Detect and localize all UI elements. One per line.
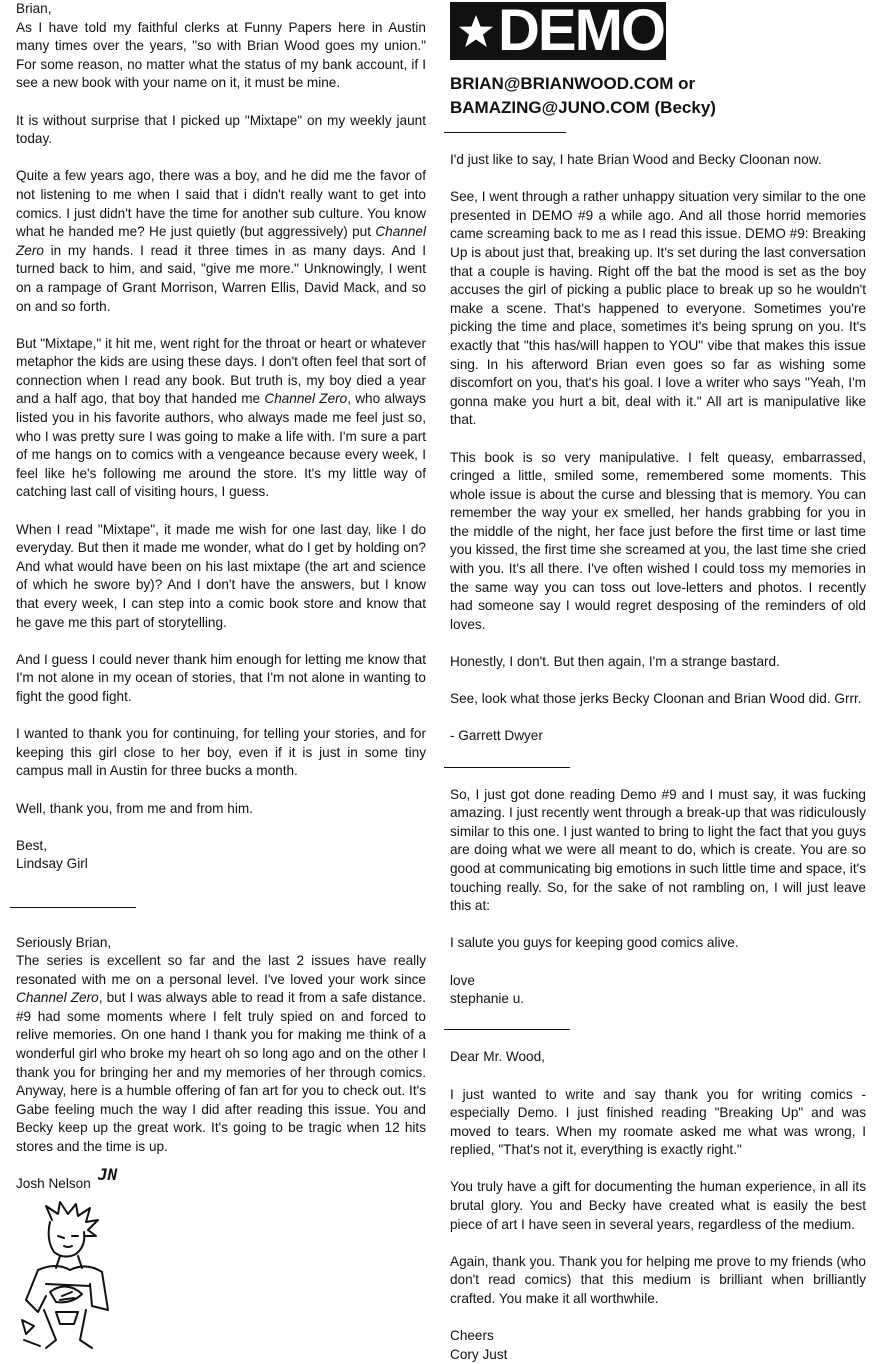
right-column (450, 0, 866, 1364)
letter2-salutation: Seriously Brian, (16, 934, 112, 950)
letter4-paragraph: I salute you guys for keeping good comics alive. (450, 935, 739, 951)
contact-email: BAMAZING@JUNO.COM (Becky) (450, 98, 716, 117)
letter5-closing: Cheers (450, 1328, 494, 1344)
left-column (16, 0, 426, 1355)
star-icon (458, 13, 494, 49)
letter1-paragraph: It is without surprise that I picked up "Mixtape" on my weekly jaunt today. (16, 112, 426, 147)
letter1-signature: Lindsay Girl (16, 856, 88, 872)
letter1-salutation: Brian, (16, 1, 52, 16)
letter5-salutation: Dear Mr. Wood, (450, 1049, 545, 1065)
title-emphasis: Channel Zero (264, 391, 348, 407)
letter1-closing: Best, (16, 837, 47, 853)
letter3-signature: - Garrett Dwyer (450, 728, 543, 744)
letter3-paragraph: Honestly, I don't. But then again, I'm a strange bastard. (450, 654, 780, 670)
letter2-signature: Josh Nelson (16, 1176, 91, 1192)
title-emphasis: Channel Zero (16, 990, 99, 1006)
letter4-paragraph: So, I just got done reading Demo #9 and I must say, it was fucking amazing. I just recently went through a break-up that was ridiculously similar to this one. I just wanted to bring to light the fact that you guys are doing what we were all meant to do, which is create. You are so good at communicating big emotions in such little time and space, it's touching really. So, for the sake of not rambling on, I will just leave this at: (450, 786, 866, 914)
letter2-paragraph: The series is excellent so far and the last 2 issues have really resonated with me on a personal level. I've loved your work since Channel Zero, but I was always able to read it from a safe distance. #9 had some moments where I felt truly spied on and forced to relive memories. On one hand I thank you for making me think of a wonderful girl who broke my heart oh so long ago and on the other I thank you for bringing her and my memories of her through comics. Anyway, here is a humble offering of fan art for you to check out. It's Gabe feeling much the way I did after reading this issue. You and Becky keep up the great work. It's going to be tragic when 12 hits stores and the time is up. (16, 953, 427, 1155)
art-initials: JN (98, 1164, 118, 1184)
letter5-signature: Cory Just (450, 1346, 508, 1362)
letter3-paragraph: See, I went through a rather unhappy situation very similar to the one presented in DEMO #9 a while ago. And all those horrid memories came screaming back to me as I read this issue. DEMO #9: Breaking Up is about just that, breaking up. It's set during the last conversation that a couple is having. Right off the bat the mood is set as the boy accuses the girl of picking a public place to break up so he wouldn't make a scene. That's happened to everyone. Sometimes you're picking the time and place, sometimes it's being sprung on you. It's exactly that "this has/will happen to YOU" vibe that makes this issue sing. In his afterword Brian even goes so far as wishing some discomfort on you, that's his goal. I love a writer who says "Yeah, I'm gonna make you hurt a bit, deal with it." All art is manipulative like that. (450, 189, 866, 428)
letter1-paragraph: And I guess I could never thank him enough for letting me know that I'm not alone in my ocean of stories, that I'm not alone in wanting to fight the good fight. (16, 651, 426, 704)
contact-email: BRIAN@BRIANWOOD.COM or (450, 74, 696, 93)
demo-logo (450, 0, 666, 63)
letter5-paragraph: I just wanted to write and say thank you for writing comics - especially Demo. I just finished reading "Breaking Up" and was moved to tears. When my roomate asked me what was wrong, I replied, "That's not it, everything is exactly right." (450, 1086, 866, 1158)
letter5-paragraph: Again, thank you. Thank you for helping me prove to my friends (who don't read comics) that this medium is brilliant when brilliantly crafted. You make it all worthwhile. (450, 1253, 866, 1307)
letter1-paragraph: Well, thank you, from me and from him. (16, 800, 253, 816)
letter5-paragraph: You truly have a gift for documenting the human experience, in all its brutal glory. You and Becky have created what is easily the best piece of art I have seen in several years, regardless of the medium. (450, 1179, 866, 1232)
logo-text: DEMO (498, 0, 664, 63)
letter4-signature: stephanie u. (450, 991, 525, 1007)
letter3-paragraph: I'd just like to say, I hate Brian Wood and Becky Cloonan now. (450, 152, 822, 167)
letter1-paragraph: When I read "Mixtape", it made me wish for one last day, like I do everyday. But then it made me wonder, what do I get by holding on? And what would have been on his last mixtape (the art and science of which he swore by)? And I don't have the answers, but I know that every week, I can step into a comic book store and know that he gave me this part of storytelling. (16, 521, 426, 630)
letter1-paragraph: But "Mixtape," it hit me, went right for the throat or heart or whatever metaphor the kids are using these days. I don't often feel that sort of connection when I read any book. But truth is, my boy died a year and a half ago, that boy that handed me Channel Zero, who always listed you in his favorite authors, who always made me feel just so, who I was pretty sure I was going to make a life with. I'm sure a part of me hangs on to comics with a vengeance because every week, I feel like he's following me around the store. It's my little way of catching last call of visiting hours, I guess. (16, 335, 426, 500)
letter3-paragraph: See, look what those jerks Becky Cloonan and Brian Wood did. Grrr. (450, 691, 862, 707)
masthead (450, 0, 866, 66)
letter4-closing: love (450, 972, 475, 988)
letter3-paragraph: This book is so very manipulative. I felt queasy, embarrassed, cringed a little, smiled some, remembered some moments. This whole issue is about the curse and blessing that is memory. You can remember the way your ex smelled, her hands grabbing for you in the middle of the night, her face just before the first time or last time you kissed, the first time she screamed at you, the last time she cried with you. It's all there. I've often wished I could toss my memories in the same way you can toss out love-letters and photos. I recently had someone say I would regret desposing of the reminders of old loves. (450, 449, 866, 632)
letter1-paragraph: Quite a few years ago, there was a boy, and he did me the favor of not listening to me when I said that i didn't really want to get into comics. I just didn't have the time for another sub culture. You know what he handed me? He just quietly (but aggressively) put Channel Zero in my hands. I read it three times in as many days. And I turned back to him, and said, "give me more." Unknowingly, I went on a rampage of Grant Morrison, Warren Ellis, David Mack, and so on and so forth. (16, 168, 426, 314)
letter1-paragraph: I wanted to thank you for continuing, for telling your stories, and for keeping this girl close to her boy, even if it is just in some tiny campus mall in Austin for three bucks a month. (16, 726, 426, 779)
title-emphasis: Channel Zero (16, 224, 426, 258)
letter1-paragraph: As I have told my faithful clerks at Funny Papers here in Austin many times over the years, "so with Brian Wood goes my union." For some reason, no matter what the status of my bank account, if I see a new book with your name on it, it must be mine. (16, 19, 426, 91)
